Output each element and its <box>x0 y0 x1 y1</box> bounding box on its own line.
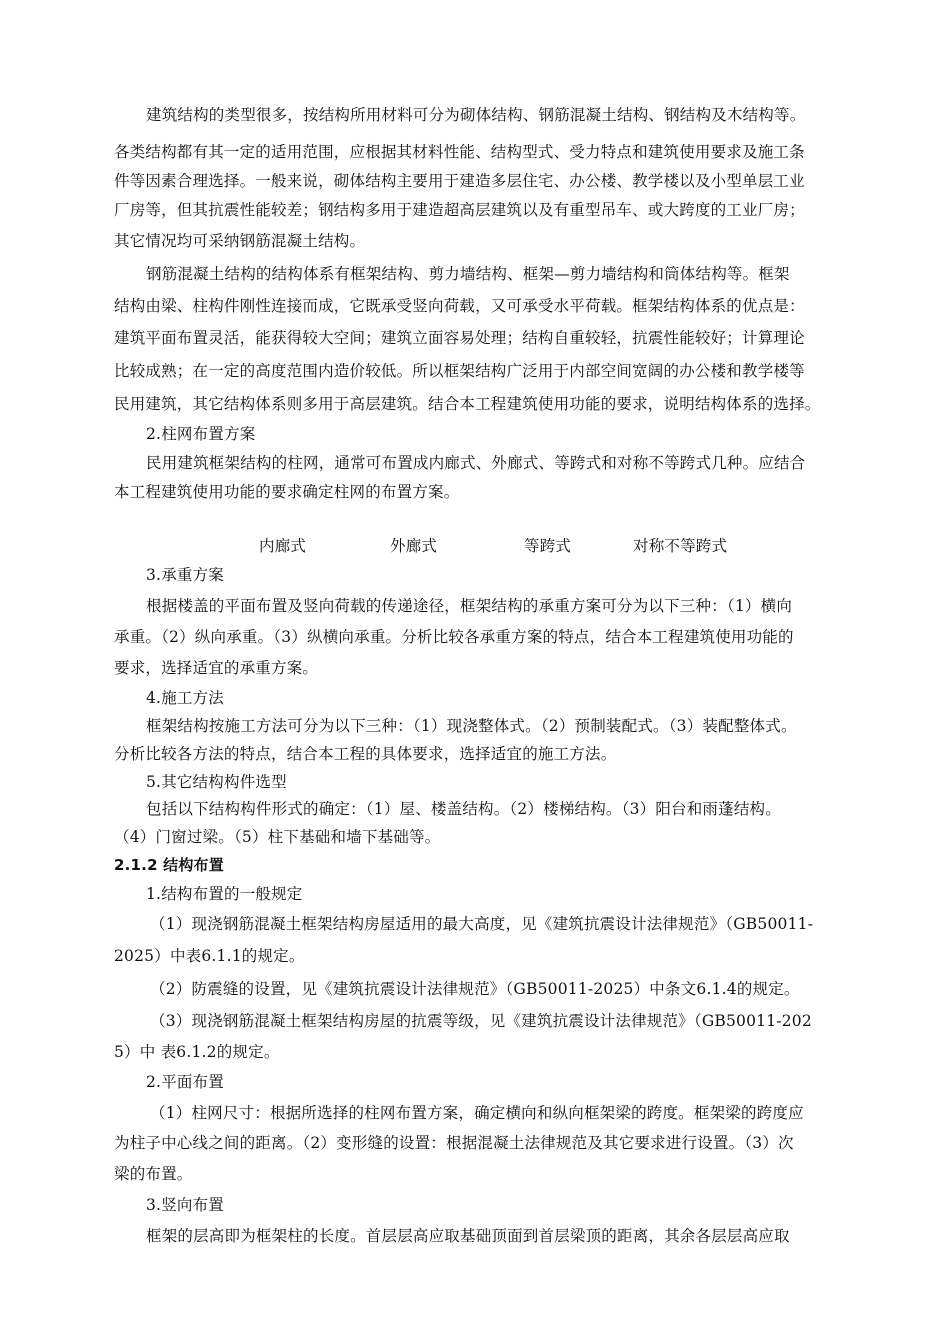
subheading-vertical: 3.竖向布置 <box>146 1196 224 1214</box>
grid-label: 内廊式 <box>259 537 307 555</box>
paragraph-line: 各类结构都有其一定的适用范围，应根据其材料性能、结构型式、受力特点和建筑使用要求及施工条 <box>114 143 805 161</box>
subheading-other: 5.其它结构构件选型 <box>146 773 287 791</box>
paragraph-line: 民用建筑，其它结构体系则多用于高层建筑。结合本工程建筑使用功能的要求，说明结构体系的选择。 <box>114 395 821 413</box>
paragraph-line: 分析比较各方法的特点，结合本工程的具体要求，选择适宜的施工方法。 <box>114 745 617 763</box>
paragraph-line: 根据楼盖的平面布置及竖向荷载的传递途径，框架结构的承重方案可分为以下三种：（1）横向 <box>146 597 793 615</box>
paragraph-line: 比较成熟；在一定的高度范围内造价较低。所以框架结构广泛用于内部空间宽阔的办公楼和教学楼等 <box>114 362 805 380</box>
subheading-load: 3.承重方案 <box>146 566 224 584</box>
paragraph-line: 5）中 表6.1.2的规定。 <box>114 1043 280 1061</box>
paragraph-line: 为柱子中心线之间的距离。（2）变形缝的设置：根据混凝土法律规范及其它要求进行设置。（3）次 <box>114 1134 794 1152</box>
paragraph-line: 建筑结构的类型很多，按结构所用材料可分为砌体结构、钢筋混凝土结构、钢结构及木结构等。 <box>146 106 806 124</box>
paragraph-line: 梁的布置。 <box>114 1165 193 1183</box>
paragraph-line: 框架的层高即为框架柱的长度。首层层高应取基础顶面到首层梁顶的距离，其余各层层高应取 <box>146 1227 790 1245</box>
subheading-general: 1.结构布置的一般规定 <box>146 885 303 903</box>
paragraph-line: 要求，选择适宜的承重方案。 <box>114 659 319 677</box>
paragraph-line: 钢筋混凝土结构的结构体系有框架结构、剪力墙结构、框架—剪力墙结构和筒体结构等。框架 <box>146 265 790 283</box>
grid-label: 外廊式 <box>390 537 438 555</box>
paragraph-line: 厂房等，但其抗震性能较差；钢结构多用于建造超高层建筑以及有重型吊车、或大跨度的工业厂房； <box>114 201 805 219</box>
grid-label: 等跨式 <box>524 537 572 555</box>
paragraph-line: （2）防震缝的设置，见《建筑抗震设计法律规范》（GB50011-2025）中条文6.1.4的规定。 <box>150 980 800 998</box>
paragraph-line: 件等因素合理选择。一般来说，砌体结构主要用于建造多层住宅、办公楼、教学楼以及小型单层工业 <box>114 172 805 190</box>
paragraph-line: 本工程建筑使用功能的要求确定柱网的布置方案。 <box>114 483 460 501</box>
paragraph-line: 包括以下结构构件形式的确定：（1）屋、楼盖结构。（2）楼梯结构。（3）阳台和雨蓬结构。 <box>146 800 781 818</box>
subheading-grid: 2.柱网布置方案 <box>146 425 256 443</box>
subheading-plan: 2.平面布置 <box>146 1073 224 1091</box>
subheading-construction: 4.施工方法 <box>146 689 224 707</box>
paragraph-line: 建筑平面布置灵活，能获得较大空间；建筑立面容易处理；结构自重较轻，抗震性能较好；计算理论 <box>114 329 805 347</box>
paragraph-line: 其它情况均可采纳钢筋混凝土结构。 <box>114 232 366 250</box>
paragraph-line: 承重。（2）纵向承重。（3）纵横向承重。分析比较各承重方案的特点，结合本工程建筑使用功能的 <box>114 628 794 646</box>
paragraph-line: （3）现浇钢筋混凝土框架结构房屋的抗震等级，见《建筑抗震设计法律规范》（GB50011-202 <box>150 1012 812 1030</box>
grid-label: 对称不等跨式 <box>633 537 728 555</box>
paragraph-line: 框架结构按施工方法可分为以下三种：（1）现浇整体式。（2）预制装配式。（3）装配整体式。 <box>146 717 797 735</box>
paragraph-line: （1）现浇钢筋混凝土框架结构房屋适用的最大高度，见《建筑抗震设计法律规范》（GB50011- <box>150 915 814 933</box>
paragraph-line: （4）门窗过梁。（5）柱下基础和墙下基础等。 <box>114 828 441 846</box>
paragraph-line: 2025）中表6.1.1的规定。 <box>114 947 305 965</box>
paragraph-line: 结构由梁、柱构件刚性连接而成，它既承受竖向荷载，又可承受水平荷载。框架结构体系的优点是： <box>114 297 805 315</box>
paragraph-line: 民用建筑框架结构的柱网，通常可布置成内廊式、外廊式、等跨式和对称不等跨式几种。应结合 <box>146 454 806 472</box>
section-heading: 2.1.2 结构布置 <box>114 856 224 874</box>
paragraph-line: （1）柱网尺寸：根据所选择的柱网布置方案，确定横向和纵向框架梁的跨度。框架梁的跨度应 <box>150 1104 804 1122</box>
